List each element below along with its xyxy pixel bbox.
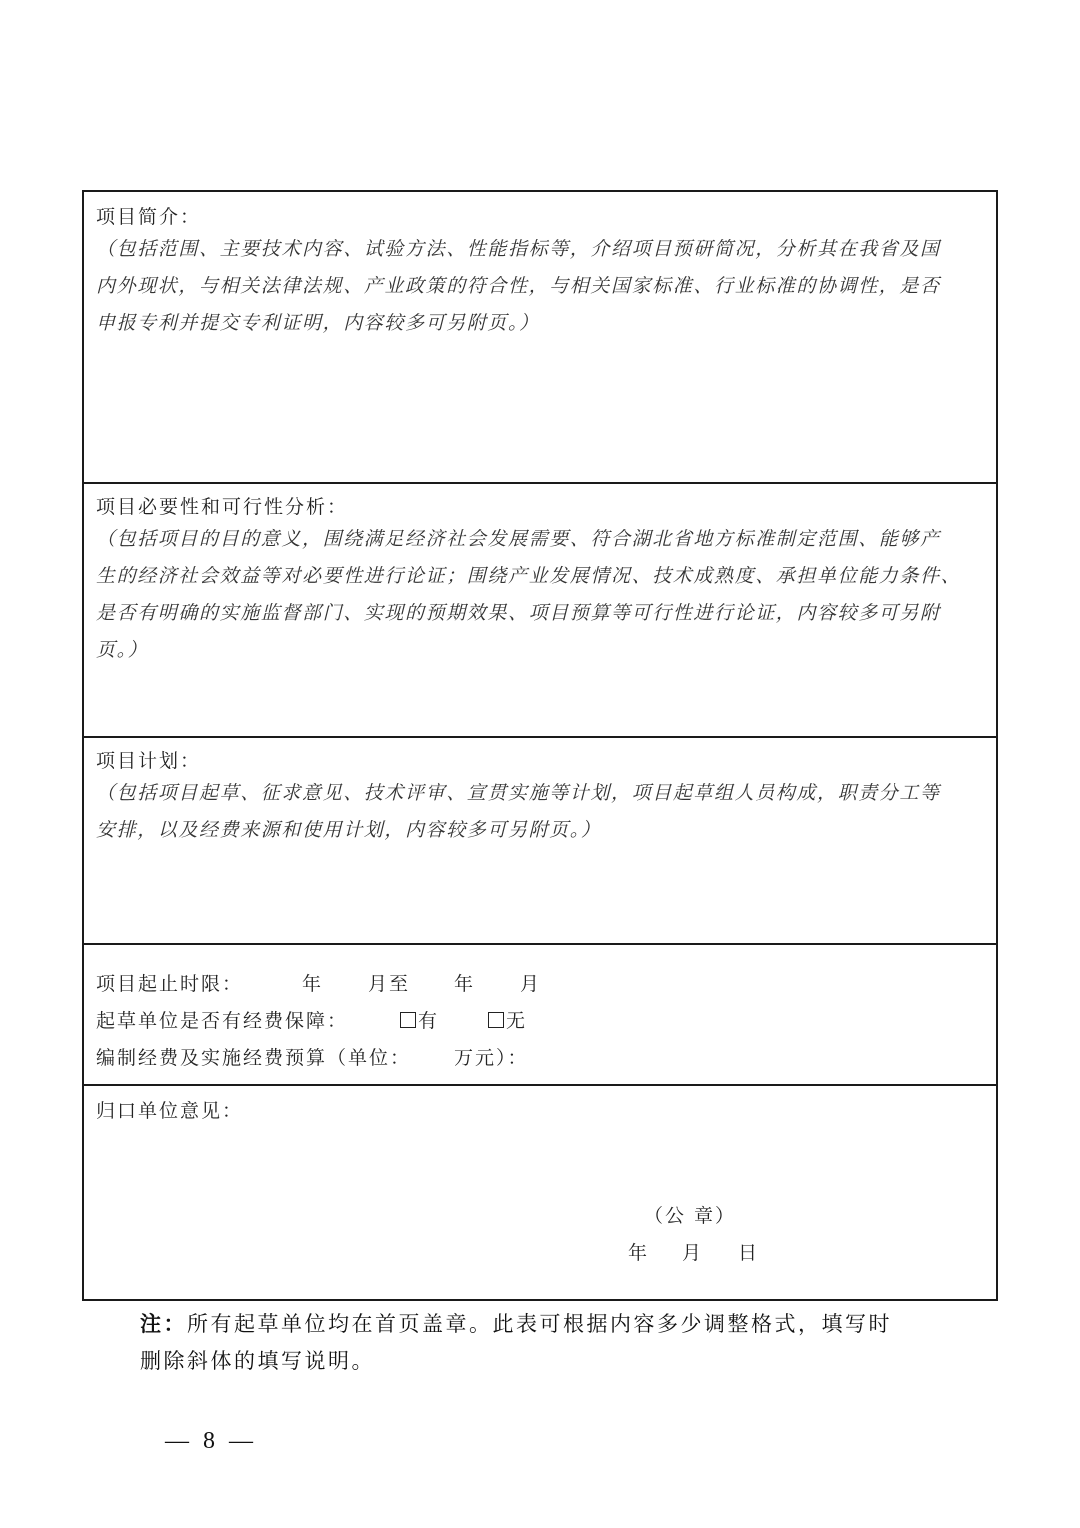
budget-label: 编制经费及实施经费预算（单位： [96,1047,412,1069]
period-month-to: 月至 [368,973,411,995]
hint-text-necessity [96,521,990,669]
official-seal-label: （公 章） [644,1205,737,1227]
hint-line: （包括项目起草、征求意见、技术评审、宣贯实施等计划，项目起草组人员构成，职责分工等 [96,782,941,804]
funding-yes-option[interactable] [400,1006,439,1033]
hint-line: （包括项目的目的意义，围绕满足经济社会发展需要、符合湖北省地方标准制定范围、能够产 [96,528,941,550]
period-year-start: 年 [302,973,324,995]
period-year-end: 年 [454,973,476,995]
hint-line: 安排，以及经费来源和使用计划，内容较多可另附页。） [96,819,602,841]
hint-line: 页。） [96,639,149,661]
hint-text-intro [96,231,990,342]
section-project-intro [84,192,996,484]
page-number: — 8 — [165,1428,257,1454]
footnote-line-1 [140,1306,960,1343]
funding-label: 起草单位是否有经费保障： [96,1010,349,1032]
period-month-end: 月 [520,973,542,995]
footnote-line-2: 删除斜体的填写说明。 [140,1349,375,1373]
funding-no-option[interactable] [488,1006,527,1033]
date-month: 月 [682,1242,704,1264]
footnote-text-1: 所有起草单位均在首页盖章。此表可根据内容多少调整格式，填写时 [187,1312,892,1336]
section-title-opinion: 归口单位意见： [96,1100,244,1122]
hint-text-plan [96,775,990,849]
checkbox-yes[interactable] [400,1012,416,1028]
hint-line: 是否有明确的实施监督部门、实现的预期效果、项目预算等可行性进行论证，内容较多可另附 [96,602,941,624]
footnote [140,1306,960,1380]
funding-yes-label: 有 [418,1010,440,1032]
section-authority-opinion [84,1084,996,1301]
section-title-plan: 项目计划： [96,750,202,772]
date-year: 年 [628,1242,650,1264]
checkbox-no[interactable] [488,1012,504,1028]
footnote-label: 注： [140,1312,187,1336]
hint-line: （包括范围、主要技术内容、试验方法、性能指标等，介绍项目预研简况，分析其在我省及国 [96,238,941,260]
section-timing-funding [84,943,996,1086]
section-necessity-feasibility [84,482,996,738]
date-day: 日 [738,1242,760,1264]
period-label: 项目起止时限： [96,973,244,995]
section-title-intro: 项目简介： [96,206,202,228]
hint-line: 内外现状，与相关法律法规、产业政策的符合性，与相关国家标准、行业标准的协调性，是否 [96,275,941,297]
section-project-plan [84,736,996,945]
section-title-necessity: 项目必要性和可行性分析： [96,496,349,518]
application-form-table [82,190,998,1301]
budget-unit: 万元）： [454,1047,529,1069]
hint-line: 申报专利并提交专利证明，内容较多可另附页。） [96,312,540,334]
funding-no-label: 无 [506,1010,528,1032]
hint-line: 生的经济社会效益等对必要性进行论证；围绕产业发展情况、技术成熟度、承担单位能力条件、 [96,565,962,587]
